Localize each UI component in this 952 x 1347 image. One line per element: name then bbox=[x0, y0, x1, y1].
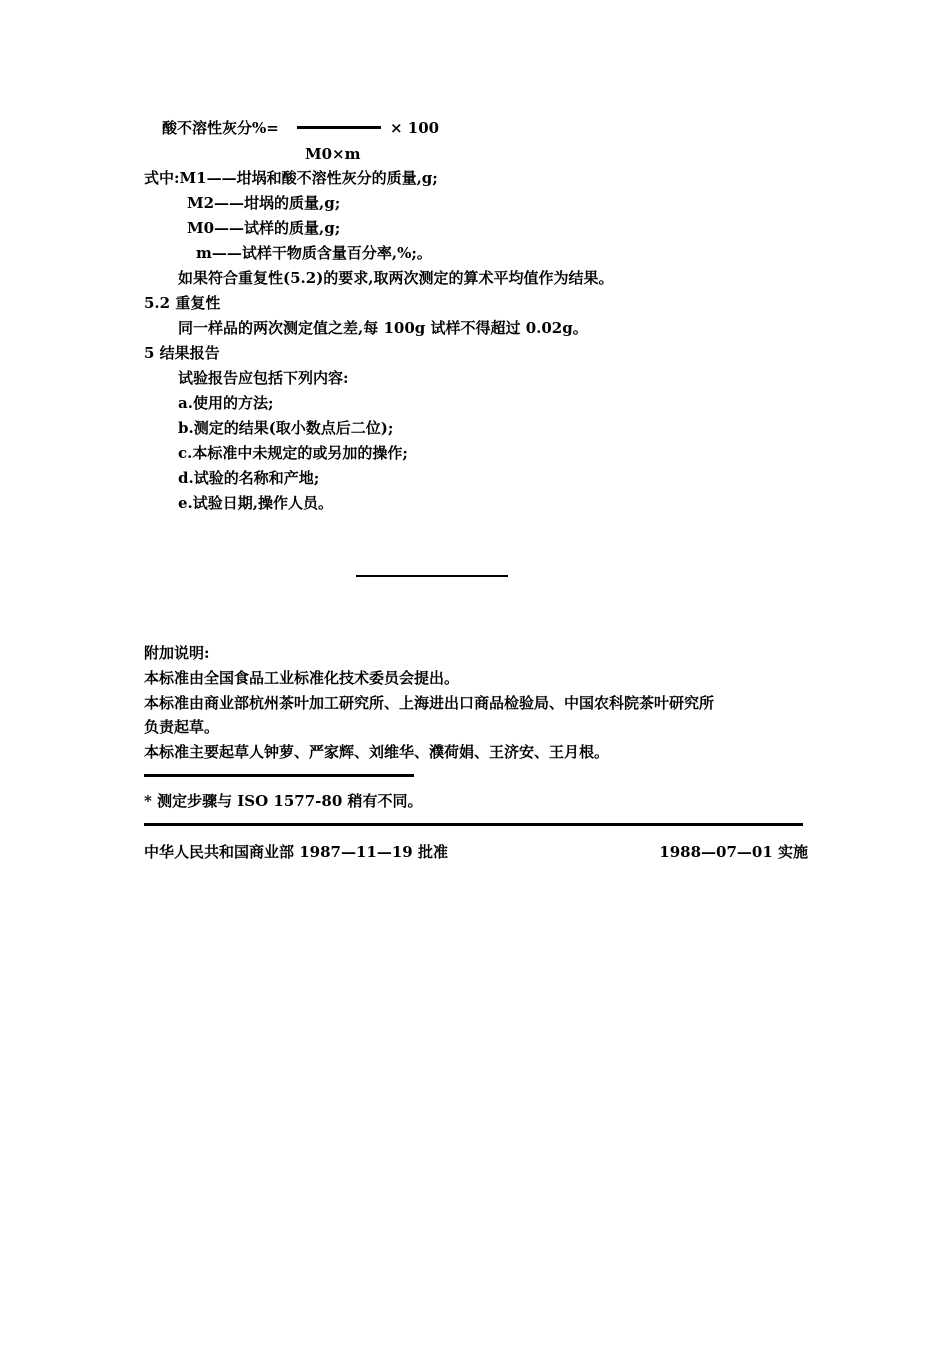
end-of-text-rule bbox=[356, 575, 508, 577]
definition-m: m——试样干物质含量百分率,%;。 bbox=[196, 244, 432, 262]
additional-notes-heading: 附加说明: bbox=[144, 644, 210, 662]
footnote: * 测定步骤与 ISO 1577-80 稍有不同。 bbox=[144, 792, 423, 810]
additional-note-line: 本标准主要起草人钟萝、严家辉、刘维华、濮荷娟、王济安、王月根。 bbox=[144, 743, 610, 761]
section-5-heading: 5 结果报告 bbox=[144, 344, 220, 362]
report-item: a.使用的方法; bbox=[178, 394, 274, 412]
fraction-bar bbox=[297, 126, 381, 129]
report-item: b.测定的结果(取小数点后二位); bbox=[178, 419, 394, 437]
additional-note-line: 本标准由全国食品工业标准化技术委员会提出。 bbox=[144, 669, 460, 687]
additional-note-line: 负责起草。 bbox=[144, 718, 220, 736]
formula-denominator: M0×m bbox=[305, 145, 361, 163]
definition-m1: 式中:M1——坩埚和酸不溶性灰分的质量,g; bbox=[144, 169, 438, 187]
report-item: e.试验日期,操作人员。 bbox=[178, 494, 333, 512]
formula-times-100: × 100 bbox=[390, 119, 440, 137]
formula-lhs: 酸不溶性灰分%= bbox=[162, 119, 279, 137]
definition-m2: M2——坩埚的质量,g; bbox=[187, 194, 341, 212]
report-item: d.试验的名称和产地; bbox=[178, 469, 320, 487]
definition-m0: M0——试样的质量,g; bbox=[187, 219, 341, 237]
implementation-text: 1988—07—01 实施 bbox=[659, 843, 808, 861]
result-note: 如果符合重复性(5.2)的要求,取两次测定的算术平均值作为结果。 bbox=[178, 269, 614, 287]
report-item: c.本标准中未规定的或另加的操作; bbox=[178, 444, 408, 462]
additional-note-line: 本标准由商业部杭州茶叶加工研究所、上海进出口商品检验局、中国农科院茶叶研究所 bbox=[144, 694, 715, 712]
footer-rule bbox=[144, 823, 803, 826]
section-5-2-text: 同一样品的两次测定值之差,每 100g 试样不得超过 0.02g。 bbox=[178, 319, 588, 337]
section-5-intro: 试验报告应包括下列内容: bbox=[178, 369, 349, 387]
section-5-2-heading: 5.2 重复性 bbox=[144, 294, 221, 312]
approval-text: 中华人民共和国商业部 1987—11—19 批准 bbox=[144, 843, 448, 861]
footnote-separator bbox=[144, 774, 414, 777]
